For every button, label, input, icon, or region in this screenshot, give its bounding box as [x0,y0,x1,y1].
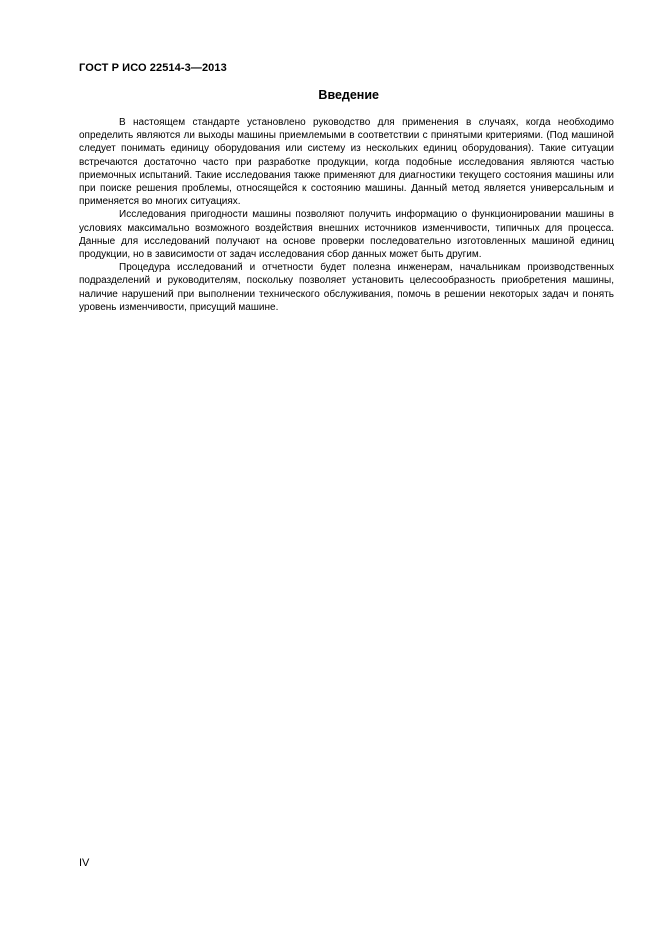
body-text [79,116,614,314]
paragraph: Процедура исследований и отчетности будет полезна инженерам, начальникам производственных подразделений и руководителям, поскольку позволяет установить целесообразность приобретения машины, наличие нарушений при выполнении технического обслуживания, помочь в решении некоторых задач и понять уровень изменчивости, присущий машине. [79,262,614,313]
section-title [79,88,582,102]
section-title-text: Введение [318,88,379,102]
paragraph: В настоящем стандарте установлено руководство для применения в случаях, когда необходимо определить являются ли выходы машины приемлемыми в соответствии с принятыми критериями. (Под машиной следует понимать единицу оборудования или систему из нескольких единиц оборудования). Такие ситуации встречаются достаточно часто при разработке продукции, когда подобные исследования являются частью приемочных испытаний. Такие исследования также применяют для диагностики текущего состояния машины или при поиске решения проблемы, относящейся к состоянию машины. Данный метод является универсальным и применяется во многих ситуациях. [79,117,614,208]
page-number: IV [79,857,90,869]
document-header: ГОСТ Р ИСО 22514-3—2013 [79,62,227,74]
paragraph: Исследования пригодности машины позволяют получить информацию о функционировании машины в условиях максимально возможного воздействия внешних источников изменчивости, типичных для процесса. Данные для исследований получают на основе проверки последовательно изготовленных машиной единиц продукции, но в зависимости от задач исследования сбор данных может быть другим. [79,209,614,261]
